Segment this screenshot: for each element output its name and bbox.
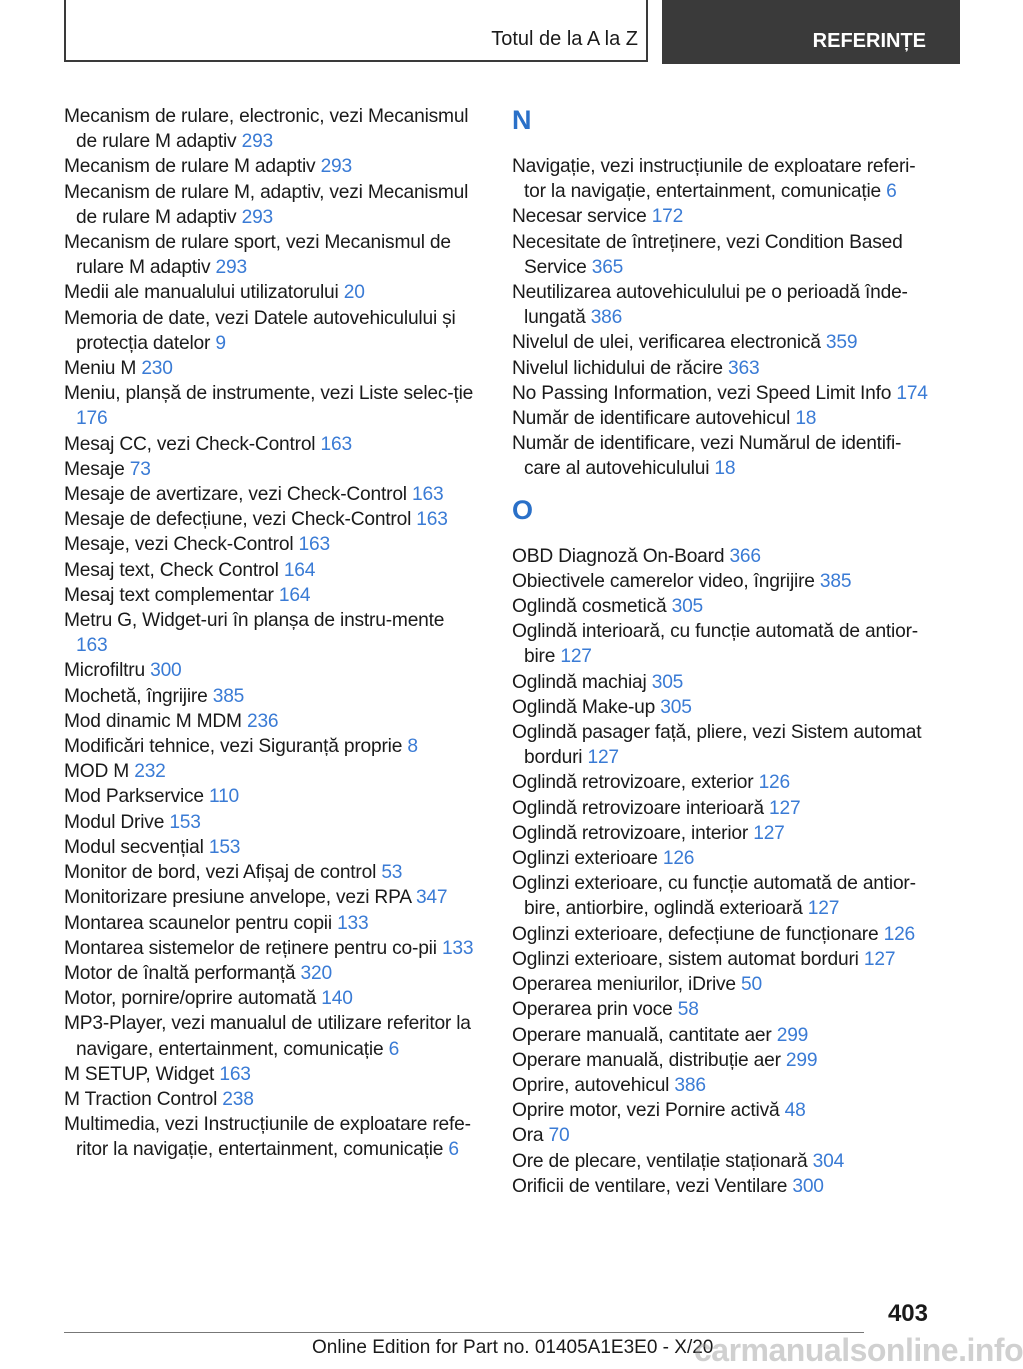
- entry-text: Orificii de ventilare, vezi Ventilare: [512, 1175, 788, 1197]
- entry-text: Mecanism de rulare M, adaptiv, vezi Mecanismul de rulare M adaptiv: [64, 181, 469, 228]
- index-entry: [64, 507, 480, 532]
- entry-text: Necesitate de întreținere, vezi Condition Based Service: [512, 231, 903, 278]
- index-entry: [64, 860, 480, 885]
- page-reference-link[interactable]: 153: [208, 836, 241, 858]
- entry-text: Operarea meniurilor, iDrive: [512, 974, 736, 996]
- entry-text: Oglinzi exterioare, cu funcție automată de antior-bire, antiorbire, oglindă exterioară: [512, 873, 916, 920]
- entry-text: Montarea scaunelor pentru copii: [64, 912, 332, 934]
- entry-text: Mesaj text, Check Control: [64, 559, 279, 581]
- entry-text: Modificări tehnice, vezi Siguranță proprie: [64, 736, 403, 758]
- index-entry: [512, 406, 932, 431]
- page-reference-link[interactable]: 293: [241, 206, 274, 228]
- entry-text: Mecanism de rulare, electronic, vezi Mecanismul de rulare M adaptiv: [64, 106, 469, 153]
- page-reference-link[interactable]: 386: [674, 1074, 706, 1096]
- page-reference-link[interactable]: 163: [320, 433, 352, 455]
- index-entry: [512, 381, 932, 406]
- index-entry: [64, 784, 480, 809]
- page-reference-link[interactable]: 6: [448, 1139, 459, 1161]
- page-reference-link[interactable]: 386: [590, 307, 623, 329]
- entry-text: Oglinzi exterioare, defecțiune de funcționare: [512, 923, 879, 945]
- entry-text: OBD Diagnoză On-Board: [512, 545, 725, 567]
- entry-text: Mesaje de avertizare, vezi Check-Control: [64, 484, 407, 506]
- index-entry: [512, 796, 932, 821]
- entry-text: Oglindă retrovizoare interioară: [512, 797, 764, 819]
- page-reference-link[interactable]: 9: [215, 332, 226, 354]
- index-entry: [512, 1048, 932, 1073]
- page-reference-link[interactable]: 126: [662, 848, 695, 870]
- entry-text: Oglindă interioară, cu funcție automată de antior-bire: [512, 621, 918, 668]
- index-entry: [64, 154, 480, 179]
- index-entry: [512, 947, 932, 972]
- page-header: [0, 0, 960, 66]
- page-reference-link[interactable]: 164: [278, 584, 311, 606]
- page-reference-link[interactable]: 48: [784, 1100, 806, 1122]
- index-column-left: [64, 104, 480, 1163]
- entry-text: Oglindă machiaj: [512, 671, 647, 693]
- index-entry: [64, 608, 480, 658]
- entry-text: Navigație, vezi instrucțiunile de exploatare referi-tor la navigație, entertainment, comunicație: [512, 156, 916, 203]
- index-entry: [64, 381, 480, 431]
- page-reference-link[interactable]: 365: [591, 256, 624, 278]
- index-entry: [512, 544, 932, 569]
- index-entry: [512, 356, 932, 381]
- index-entry: [64, 583, 480, 608]
- index-entry: [512, 695, 932, 720]
- entry-text: Mochetă, îngrijire: [64, 685, 208, 707]
- page-reference-link[interactable]: 299: [776, 1024, 809, 1046]
- index-entry: [512, 846, 932, 871]
- entry-text: Mesaje de defecțiune, vezi Check-Control: [64, 509, 412, 531]
- page-reference-link[interactable]: 153: [169, 811, 201, 833]
- entry-text: MP3-Player, vezi manualul de utilizare referitor la navigare, entertainment, comunicație: [64, 1013, 471, 1060]
- entry-text: Medii ale manualului utilizatorului: [64, 282, 339, 304]
- section-title: Totul de la A la Z: [491, 28, 638, 50]
- entry-text: Motor, pornire/oprire automată: [64, 988, 317, 1010]
- index-entry: [512, 670, 932, 695]
- index-entry: [64, 1062, 480, 1087]
- index-entry: [64, 684, 480, 709]
- index-entry: [64, 432, 480, 457]
- entry-text: Oglinzi exterioare, sistem automat borduri: [512, 948, 859, 970]
- entry-text: Oglinzi exterioare: [512, 848, 658, 870]
- page-reference-link[interactable]: 174: [896, 382, 928, 404]
- index-entry: [512, 619, 932, 669]
- page-reference-link[interactable]: 359: [825, 332, 858, 354]
- index-letter-heading: N: [512, 105, 532, 135]
- page-reference-link[interactable]: 320: [300, 962, 332, 984]
- index-entry: [512, 1098, 932, 1123]
- index-entry: [64, 558, 480, 583]
- index-entry: [64, 961, 480, 986]
- index-entry: [64, 658, 480, 683]
- page-reference-link[interactable]: 110: [209, 786, 240, 808]
- entry-text: Oprire motor, vezi Pornire activă: [512, 1100, 780, 1122]
- entry-text: Nivelul lichidului de răcire: [512, 357, 723, 379]
- page-reference-link[interactable]: 20: [343, 282, 365, 304]
- page-reference-link[interactable]: 363: [728, 357, 760, 379]
- chapter-tab: [662, 0, 960, 64]
- section-gap: [512, 482, 932, 494]
- entry-text: Modul Drive: [64, 811, 165, 833]
- index-entry: [512, 997, 932, 1022]
- entry-text: Monitor de bord, vezi Afișaj de control: [64, 862, 377, 884]
- page-reference-link[interactable]: 385: [819, 570, 852, 592]
- page-reference-link[interactable]: 127: [587, 747, 619, 769]
- chapter-title: REFERINȚE: [812, 30, 926, 52]
- page-reference-link[interactable]: 126: [883, 923, 916, 945]
- page-reference-link[interactable]: 127: [560, 646, 592, 668]
- page-reference-link[interactable]: 8: [407, 736, 418, 758]
- page-reference-link[interactable]: 127: [769, 797, 801, 819]
- page-reference-link[interactable]: 304: [812, 1150, 845, 1172]
- index-entry: [512, 1073, 932, 1098]
- index-entry: [64, 986, 480, 1011]
- index-entry: [512, 594, 932, 619]
- page-reference-link[interactable]: 18: [795, 408, 817, 430]
- index-entry: [512, 972, 932, 997]
- index-entry: [64, 104, 480, 154]
- page-reference-link[interactable]: 6: [886, 181, 897, 203]
- entry-text: Monitorizare presiune anvelope, vezi RPA: [64, 887, 411, 909]
- entry-text: Număr de identificare autovehicul: [512, 408, 791, 430]
- page-reference-link[interactable]: 236: [246, 710, 279, 732]
- index-entry: [512, 431, 932, 481]
- index-entry: [64, 306, 480, 356]
- page-reference-link[interactable]: 347: [415, 887, 448, 909]
- entry-text: Mesaj text complementar: [64, 584, 274, 606]
- page-reference-link[interactable]: 230: [141, 358, 173, 380]
- entry-text: M SETUP, Widget: [64, 1063, 215, 1085]
- index-entry: [512, 569, 932, 594]
- entry-text: Meniu M: [64, 358, 137, 380]
- index-entry: [64, 936, 480, 961]
- index-entry: [512, 280, 932, 330]
- index-entry: [64, 810, 480, 835]
- page-number: 403: [887, 1300, 928, 1327]
- entry-text: Mod dinamic M MDM: [64, 710, 242, 732]
- entry-text: Operare manuală, cantitate aer: [512, 1024, 772, 1046]
- page-reference-link[interactable]: 164: [283, 559, 316, 581]
- index-entry: [512, 204, 932, 229]
- index-entry: [64, 835, 480, 860]
- page-reference-link[interactable]: 293: [320, 156, 352, 178]
- entry-text: Operare manuală, distribuție aer: [512, 1049, 781, 1071]
- entry-text: MOD M: [64, 761, 130, 783]
- index-entry: [512, 154, 932, 204]
- page-reference-link[interactable]: 163: [416, 509, 448, 531]
- page-reference-link[interactable]: 133: [337, 912, 369, 934]
- index-entry: [512, 1123, 932, 1148]
- page-reference-link[interactable]: 293: [215, 257, 247, 279]
- entry-text: Modul secvențial: [64, 836, 204, 858]
- page-reference-link[interactable]: 300: [150, 660, 182, 682]
- page-reference-link[interactable]: 305: [651, 671, 684, 693]
- page-reference-link[interactable]: 127: [807, 898, 840, 920]
- index-entry: [64, 457, 480, 482]
- index-entry: [512, 720, 932, 770]
- entry-text: Memoria de date, vezi Datele autovehiculului și protecția datelor: [64, 307, 456, 354]
- entry-text: Necesar service: [512, 206, 647, 228]
- entry-text: Montarea sistemelor de reținere pentru co-pii: [64, 937, 437, 959]
- entry-text: Metru G, Widget-uri în planșa de instru-mente: [64, 610, 445, 632]
- entry-text: Motor de înaltă performanță: [64, 962, 296, 984]
- watermark: carmanualsonline.info: [694, 1332, 1023, 1368]
- entry-text: Multimedia, vezi Instrucțiunile de exploatare refe-ritor la navigație, entertainment, comunicație: [64, 1114, 471, 1161]
- index-entry: [64, 180, 480, 230]
- index-entry: [64, 280, 480, 305]
- entry-text: Oglindă pasager față, pliere, vezi Sistem automat borduri: [512, 722, 922, 769]
- entry-text: Microfiltru: [64, 660, 145, 682]
- footer-edition: Online Edition for Part no. 01405A1E3E0 - X/20: [312, 1337, 714, 1358]
- page-reference-link[interactable]: 305: [660, 696, 692, 718]
- section-tab: [64, 0, 648, 62]
- page-reference-link[interactable]: 18: [714, 458, 736, 480]
- index-entry: [64, 911, 480, 936]
- index-entry: [64, 482, 480, 507]
- entry-text: Neutilizarea autovehiculului pe o perioadă înde-lungată: [512, 282, 908, 329]
- index-entry: [512, 922, 932, 947]
- page-reference-link[interactable]: 163: [219, 1063, 251, 1085]
- entry-text: Număr de identificare, vezi Numărul de identifi-care al autovehiculului: [512, 433, 902, 480]
- entry-text: Meniu, planșă de instrumente, vezi Liste selec-ție: [64, 383, 474, 405]
- index-entry: [512, 821, 932, 846]
- page-reference-link[interactable]: 140: [321, 988, 353, 1010]
- entry-text: Oglindă retrovizoare, exterior: [512, 772, 754, 794]
- entry-text: Ora: [512, 1125, 544, 1147]
- index-column-right: [512, 104, 932, 1199]
- index-entry: [64, 1011, 480, 1061]
- page-reference-link[interactable]: 300: [792, 1175, 824, 1197]
- index-letter-heading: O: [512, 494, 534, 525]
- index-entry: [64, 1112, 480, 1162]
- page-reference-link[interactable]: 299: [785, 1049, 818, 1071]
- index-entry: [64, 230, 480, 280]
- page-reference-link[interactable]: 58: [677, 999, 699, 1021]
- entry-text: Oprire, autovehicul: [512, 1074, 670, 1096]
- page-reference-link[interactable]: 133: [441, 937, 474, 959]
- entry-text: Mecanism de rulare M adaptiv: [64, 156, 316, 178]
- page-reference-link[interactable]: 70: [548, 1125, 570, 1147]
- entry-text: Mod Parkservice: [64, 786, 204, 808]
- index-entry: [512, 230, 932, 280]
- entry-text: Oglindă cosmetică: [512, 596, 667, 618]
- entry-text: M Traction Control: [64, 1088, 218, 1110]
- page-reference-link[interactable]: 127: [753, 822, 785, 844]
- page-reference-link[interactable]: 50: [741, 974, 762, 996]
- page-reference-link[interactable]: 73: [129, 458, 151, 480]
- entry-text: Obiectivele camerelor video, îngrijire: [512, 570, 815, 592]
- page-reference-link[interactable]: 53: [381, 862, 403, 884]
- page-reference-link[interactable]: 238: [222, 1088, 254, 1110]
- page-reference-link[interactable]: 163: [412, 484, 444, 506]
- page-reference-link[interactable]: 163: [76, 635, 108, 657]
- page-reference-link[interactable]: 176: [76, 408, 108, 430]
- page-reference-link[interactable]: 385: [212, 685, 245, 707]
- index-entry: [64, 356, 480, 381]
- index-entry: [64, 709, 480, 734]
- index-entry: [512, 330, 932, 355]
- index-entry: [512, 1174, 932, 1199]
- page-reference-link[interactable]: 305: [671, 596, 704, 618]
- entry-text: Oglindă retrovizoare, interior: [512, 822, 749, 844]
- index-entry: [64, 759, 480, 784]
- entry-text: Ore de plecare, ventilație staționară: [512, 1150, 808, 1172]
- index-entry: [512, 871, 932, 921]
- entry-text: Operarea prin voce: [512, 999, 673, 1021]
- page-reference-link[interactable]: 126: [758, 772, 790, 794]
- index-entry: [512, 770, 932, 795]
- index-entry: [512, 1023, 932, 1048]
- index-entry: [512, 1149, 932, 1174]
- entry-text: Mecanism de rulare sport, vezi Mecanismul de rulare M adaptiv: [64, 232, 451, 279]
- entry-text: Oglindă Make-up: [512, 696, 656, 718]
- page-reference-link[interactable]: 163: [298, 534, 330, 556]
- entry-text: Mesaje: [64, 458, 125, 480]
- entry-text: No Passing Information, vezi Speed Limit Info: [512, 382, 892, 404]
- page-reference-link[interactable]: 366: [729, 545, 761, 567]
- entry-text: Nivelul de ulei, verificarea electronică: [512, 332, 821, 354]
- index-entry: [64, 1087, 480, 1112]
- entry-text: Mesaj CC, vezi Check-Control: [64, 433, 316, 455]
- page-reference-link[interactable]: 232: [134, 761, 166, 783]
- index-entry: [64, 532, 480, 557]
- index-entry: [64, 734, 480, 759]
- entry-text: Mesaje, vezi Check-Control: [64, 534, 294, 556]
- page-reference-link[interactable]: 293: [241, 131, 274, 153]
- page-reference-link[interactable]: 127: [863, 948, 896, 970]
- index-entry: [64, 885, 480, 910]
- page-reference-link[interactable]: 172: [651, 206, 684, 228]
- page-reference-link[interactable]: 6: [388, 1038, 400, 1060]
